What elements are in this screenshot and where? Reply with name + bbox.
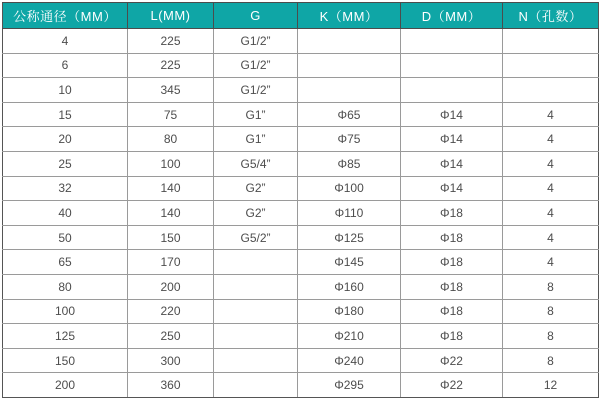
table-cell: Φ110	[298, 201, 401, 226]
table-cell: 8	[503, 299, 599, 324]
table-cell: 4	[503, 201, 599, 226]
table-cell: G1”	[214, 127, 298, 152]
table-cell: 200	[3, 373, 128, 398]
spec-table-container	[2, 2, 598, 398]
table-row	[3, 274, 599, 299]
table-cell: 75	[128, 102, 214, 127]
table-cell: 4	[503, 176, 599, 201]
table-cell: G1/2”	[214, 53, 298, 78]
table-cell: Φ14	[401, 102, 503, 127]
table-cell: G5/4”	[214, 151, 298, 176]
table-cell: 25	[3, 151, 128, 176]
table-cell: Φ18	[401, 274, 503, 299]
table-cell	[503, 53, 599, 78]
table-cell: 4	[503, 127, 599, 152]
table-cell: 225	[128, 53, 214, 78]
table-cell: 225	[128, 29, 214, 54]
table-cell: Φ85	[298, 151, 401, 176]
table-row	[3, 324, 599, 349]
table-cell: Φ18	[401, 250, 503, 275]
spec-table	[2, 2, 599, 398]
table-cell: Φ18	[401, 299, 503, 324]
table-cell	[298, 29, 401, 54]
table-cell: 150	[128, 225, 214, 250]
table-cell: Φ160	[298, 274, 401, 299]
table-cell: G2”	[214, 176, 298, 201]
table-cell: Φ180	[298, 299, 401, 324]
table-cell: 80	[3, 274, 128, 299]
column-header-n: N（孔数）	[503, 3, 599, 29]
table-cell: 65	[3, 250, 128, 275]
table-cell: 300	[128, 348, 214, 373]
table-cell: 8	[503, 274, 599, 299]
table-cell: 8	[503, 348, 599, 373]
table-row	[3, 29, 599, 54]
table-cell: Φ22	[401, 348, 503, 373]
table-cell: 150	[3, 348, 128, 373]
table-row	[3, 151, 599, 176]
table-cell: 125	[3, 324, 128, 349]
table-cell: 80	[128, 127, 214, 152]
table-cell: 50	[3, 225, 128, 250]
table-cell: 8	[503, 324, 599, 349]
table-cell: 100	[128, 151, 214, 176]
table-row	[3, 176, 599, 201]
table-cell	[401, 78, 503, 103]
table-cell: 345	[128, 78, 214, 103]
table-cell	[214, 299, 298, 324]
table-cell	[214, 348, 298, 373]
table-cell: G1/2”	[214, 78, 298, 103]
table-row	[3, 250, 599, 275]
table-cell: G1”	[214, 102, 298, 127]
table-cell: Φ295	[298, 373, 401, 398]
table-cell: 140	[128, 201, 214, 226]
table-cell: 4	[503, 151, 599, 176]
table-row	[3, 348, 599, 373]
table-row	[3, 373, 599, 398]
table-row	[3, 127, 599, 152]
table-cell: 200	[128, 274, 214, 299]
table-cell	[503, 29, 599, 54]
table-cell: 250	[128, 324, 214, 349]
table-cell: 100	[3, 299, 128, 324]
table-row	[3, 53, 599, 78]
table-cell: Φ210	[298, 324, 401, 349]
table-cell: Φ75	[298, 127, 401, 152]
table-cell: 6	[3, 53, 128, 78]
table-cell: 10	[3, 78, 128, 103]
table-cell: Φ18	[401, 324, 503, 349]
table-cell: 12	[503, 373, 599, 398]
table-cell	[214, 324, 298, 349]
table-cell	[503, 78, 599, 103]
header-row	[3, 3, 599, 29]
table-cell	[401, 29, 503, 54]
table-cell: 4	[3, 29, 128, 54]
table-cell: Φ14	[401, 127, 503, 152]
column-header-nominal-diameter: 公称通径（MM）	[3, 3, 128, 29]
table-cell: 220	[128, 299, 214, 324]
table-row	[3, 78, 599, 103]
table-row	[3, 299, 599, 324]
table-cell: Φ125	[298, 225, 401, 250]
table-cell	[214, 274, 298, 299]
table-header	[3, 3, 599, 29]
table-cell: 4	[503, 250, 599, 275]
table-cell: G2”	[214, 201, 298, 226]
table-row	[3, 201, 599, 226]
table-cell: Φ65	[298, 102, 401, 127]
table-cell	[298, 78, 401, 103]
table-cell: Φ14	[401, 151, 503, 176]
table-cell: 170	[128, 250, 214, 275]
table-cell: Φ22	[401, 373, 503, 398]
table-row	[3, 225, 599, 250]
table-cell: 4	[503, 225, 599, 250]
table-cell: Φ14	[401, 176, 503, 201]
table-cell: G5/2”	[214, 225, 298, 250]
table-cell: Φ18	[401, 201, 503, 226]
table-cell	[214, 250, 298, 275]
table-cell	[298, 53, 401, 78]
column-header-g: G	[214, 3, 298, 29]
table-cell: 360	[128, 373, 214, 398]
column-header-l: L(MM)	[128, 3, 214, 29]
table-cell: Φ18	[401, 225, 503, 250]
table-cell: Φ240	[298, 348, 401, 373]
table-cell: G1/2”	[214, 29, 298, 54]
table-cell: 32	[3, 176, 128, 201]
table-cell: 40	[3, 201, 128, 226]
table-cell: 15	[3, 102, 128, 127]
table-cell: Φ145	[298, 250, 401, 275]
table-row	[3, 102, 599, 127]
column-header-d: D（MM）	[401, 3, 503, 29]
table-body	[3, 29, 599, 398]
table-cell: 4	[503, 102, 599, 127]
table-cell	[214, 373, 298, 398]
table-cell: 20	[3, 127, 128, 152]
table-cell: Φ100	[298, 176, 401, 201]
column-header-k: K（MM）	[298, 3, 401, 29]
table-cell: 140	[128, 176, 214, 201]
table-cell	[401, 53, 503, 78]
